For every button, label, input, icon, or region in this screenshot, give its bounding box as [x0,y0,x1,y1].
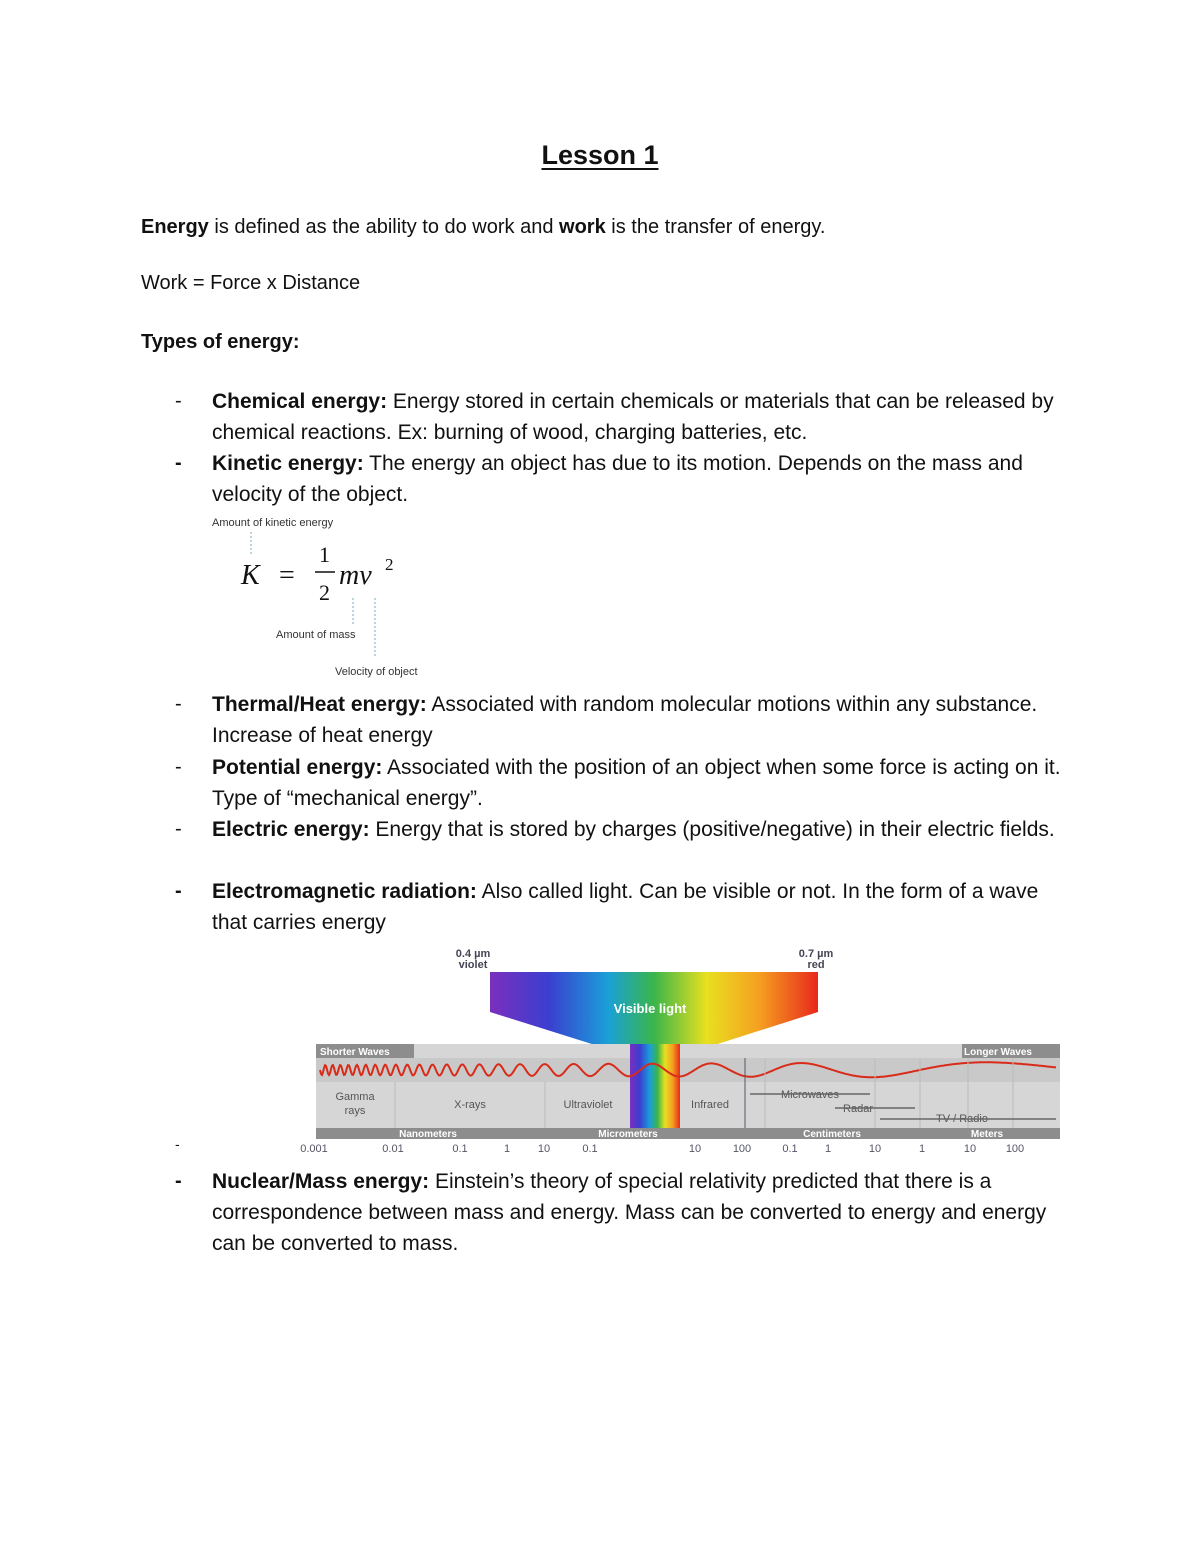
formula-mv: mv [339,560,372,591]
scale-tick-label: 10 [688,1143,702,1155]
item-text: Einstein’s theory of special relativity predicted that there is a correspondence between mass and energy. Mass can be converted to energy and energy can be converted to mass. [212,1170,1047,1256]
scale-tick-labels [300,1143,1024,1155]
bullet-dash: - [175,452,182,474]
item-term: Chemical energy: [212,390,388,413]
bullet-dash: - [175,693,182,715]
red-wavelength-label: 0.7 µm [798,948,834,960]
red-label: red [807,959,825,971]
band-label-infrared: Infrared [691,1099,729,1111]
scale-tick-label: 0.1 [452,1143,468,1155]
band-label-rays: rays [344,1105,366,1117]
unit-label-centimeters: Centimeters [803,1129,861,1140]
intro-text-1: is defined as the ability to do work and [208,216,560,238]
intro-text-2: is the transfer of energy. [605,216,826,238]
list-item-kinetic [212,448,1072,510]
amount-of-mass-label: Amount of mass [276,629,356,641]
item-term: Potential energy: [212,756,383,779]
bullet-dash: - [175,390,182,412]
work-term: work [559,216,606,238]
band-label-x-rays: X-rays [454,1099,486,1111]
list-item-electromagnetic [212,876,1072,938]
scale-tick-label: 10 [963,1143,977,1155]
amount-of-kinetic-energy-label: Amount of kinetic energy [212,517,334,529]
scale-tick-label: 0.1 [582,1143,598,1155]
violet-wavelength-label: 0.4 µm [455,948,491,960]
unit-label-micrometers: Micrometers [598,1129,658,1140]
scale-tick-label: 10 [537,1143,551,1155]
shorter-waves-label: Shorter Waves [320,1047,390,1058]
longer-waves-label: Longer Waves [964,1047,1032,1058]
formula-numerator: 1 [319,542,330,567]
work-formula: Work = Force x Distance [141,272,361,294]
scale-tick-label: 0.1 [782,1143,798,1155]
scale-tick-label: 0.01 [382,1143,404,1155]
item-term: Nuclear/Mass energy: [212,1170,430,1193]
visible-band [630,1044,680,1139]
band-label-gamma: Gamma [335,1091,375,1103]
bullet-dash: - [175,1136,180,1152]
scale-tick-label: 0.001 [300,1143,328,1155]
scale-tick-label: 1 [503,1143,511,1155]
band-label-radar: Radar [843,1103,873,1115]
band-label-microwaves: Microwaves [780,1089,840,1101]
scale-tick-label: 1 [918,1143,926,1155]
velocity-of-object-label: Velocity of object [335,666,418,678]
intro-paragraph [141,212,825,243]
lesson-title: Lesson 1 [541,140,659,170]
item-text: Associated with the position of an object when some force is acting on it. Type of “mechanical energy”. [212,756,1061,811]
violet-label: violet [458,959,488,971]
list-item-potential [212,752,1072,814]
energy-term: Energy [141,216,209,238]
formula-k: K [241,560,260,591]
item-text: Associated with random molecular motions within any substance. Increase of heat energy [212,693,1038,748]
unit-label-nanometers: Nanometers [399,1129,457,1140]
list-item-electric [212,814,1072,845]
kinetic-energy-formula-figure [205,512,445,682]
item-text: Also called light. Can be visible or not. In the form of a wave that carries energy [212,880,1039,935]
item-term: Thermal/Heat energy: [212,693,427,716]
list-item-chemical [212,386,1072,448]
wave-strip [316,1058,1060,1082]
bullet-dash: - [175,1170,182,1192]
band-label-ultraviolet: Ultraviolet [563,1099,613,1111]
bullet-dash: - [175,818,182,840]
formula-denominator: 2 [319,580,330,605]
scale-tick-label: 10 [868,1143,882,1155]
types-heading: Types of energy: [141,331,300,353]
bullet-dash: - [175,880,182,902]
list-item-nuclear [212,1166,1072,1260]
item-text: The energy an object has due to its motion. Depends on the mass and velocity of the object. [212,452,1023,507]
electromagnetic-spectrum-figure [290,944,1070,1156]
visible-light-label: Visible light [613,1001,687,1016]
scale-tick-label: 100 [1005,1143,1025,1155]
item-text: Energy that is stored by charges (positive/negative) in their electric fields. [369,818,1055,841]
bullet-dash: - [175,756,182,778]
scale-tick-label: 100 [732,1143,752,1155]
item-term: Electromagnetic radiation: [212,880,477,903]
unit-label-meters: Meters [970,1129,1004,1140]
formula-equals: = [279,560,295,591]
list-item-thermal [212,689,1072,751]
item-term: Electric energy: [212,818,370,841]
formula-exponent: 2 [385,555,394,574]
band-label-tv-radio: TV / Radio [936,1113,988,1125]
item-text: Energy stored in certain chemicals or materials that can be released by chemical reactions. Ex: burning of wood, charging batteries, etc. [212,390,1054,445]
item-term: Kinetic energy: [212,452,364,475]
scale-tick-label: 1 [824,1143,832,1155]
